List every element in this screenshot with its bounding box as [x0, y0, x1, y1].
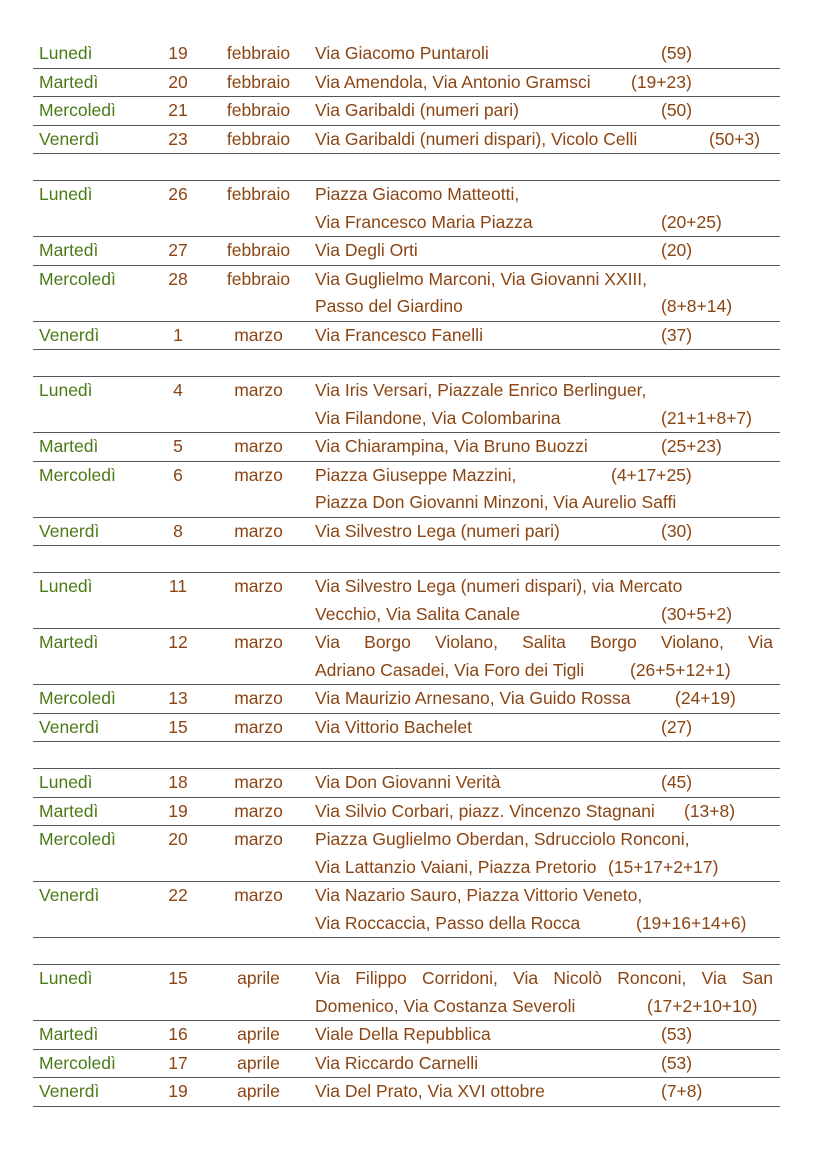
streets-cell: Via Giacomo Puntaroli	[315, 43, 489, 63]
date-number-cell: 22	[168, 885, 188, 905]
schedule-row	[33, 714, 780, 743]
schedule-row	[33, 882, 780, 938]
count-cell: (37)	[661, 324, 693, 345]
section-separator	[33, 546, 780, 573]
month-cell: marzo	[234, 632, 283, 652]
schedule-row	[33, 40, 780, 69]
date-number-cell: 19	[168, 800, 188, 821]
date-number-cell: 4	[173, 380, 183, 400]
count-cell: (45)	[661, 772, 693, 792]
streets-cell: Via Filippo Corridoni, Via Nicolò Ronconi, Via San	[315, 968, 773, 988]
date-number-cell: 23	[168, 128, 188, 149]
count-cell: (25+23)	[661, 436, 722, 456]
date-number-cell: 27	[168, 240, 188, 260]
streets-cell: Via Silvestro Lega (numeri pari)	[315, 520, 560, 541]
schedule-row	[33, 69, 780, 98]
count-cell: (21+1+8+7)	[661, 407, 752, 428]
day-cell: Martedì	[39, 800, 99, 821]
schedule-row	[33, 433, 780, 462]
streets-cell: Via Roccaccia, Passo della Rocca	[315, 912, 581, 933]
day-cell: Mercoledì	[39, 100, 116, 120]
count-cell: (7+8)	[661, 1081, 703, 1101]
streets-cell: Via Filandone, Via Colombarina	[315, 407, 561, 428]
streets-cell: Viale Della Repubblica	[315, 1024, 491, 1044]
streets-cell: Via Garibaldi (numeri pari)	[315, 100, 519, 120]
schedule-row	[33, 685, 780, 714]
date-number-cell: 20	[168, 71, 188, 92]
count-cell: (4+17+25)	[611, 464, 692, 485]
section-separator	[33, 938, 780, 965]
month-cell: febbraio	[226, 128, 291, 149]
count-cell: (20+25)	[661, 211, 722, 232]
count-cell: (15+17+2+17)	[608, 856, 719, 877]
streets-cell: Piazza Giuseppe Mazzini,	[315, 464, 517, 485]
count-cell: (24+19)	[675, 688, 736, 708]
section-separator	[33, 742, 780, 769]
day-cell: Venerdì	[39, 324, 100, 345]
date-number-cell: 13	[168, 688, 188, 708]
month-cell: marzo	[234, 436, 283, 456]
section-separator	[33, 350, 780, 377]
streets-cell: Via Silvio Corbari, piazz. Vincenzo Stagnani	[315, 800, 655, 821]
day-cell: Venerdì	[39, 885, 100, 905]
streets-cell: Via Amendola, Via Antonio Gramsci	[315, 71, 591, 92]
date-number-cell: 15	[168, 968, 188, 988]
month-cell: febbraio	[226, 268, 291, 289]
section-separator	[33, 154, 780, 181]
streets-cell: Piazza Guglielmo Oberdan, Sdrucciolo Ronconi,	[315, 829, 690, 849]
month-cell: marzo	[234, 772, 283, 792]
date-number-cell: 16	[168, 1024, 188, 1044]
count-cell: (13+8)	[684, 800, 736, 821]
month-cell: marzo	[234, 885, 283, 905]
count-cell: (50)	[661, 100, 693, 120]
schedule-row	[33, 126, 780, 155]
day-cell: Mercoledì	[39, 464, 116, 485]
day-cell: Lunedì	[39, 968, 93, 988]
count-cell: (50+3)	[709, 128, 761, 149]
streets-cell: Via Francesco Maria Piazza	[315, 211, 533, 232]
schedule-row	[33, 826, 780, 882]
date-number-cell: 28	[168, 268, 188, 289]
schedule-row	[33, 573, 780, 629]
day-cell: Martedì	[39, 436, 99, 456]
streets-cell: Via Riccardo Carnelli	[315, 1052, 479, 1073]
day-cell: Lunedì	[39, 772, 93, 792]
count-cell: (17+2+10+10)	[647, 995, 758, 1016]
month-cell: febbraio	[226, 71, 291, 92]
month-cell: febbraio	[226, 240, 291, 260]
count-cell: (19+16+14+6)	[636, 912, 747, 933]
schedule-row	[33, 518, 780, 547]
schedule-row	[33, 462, 780, 518]
schedule-row	[33, 1078, 780, 1107]
month-cell: aprile	[237, 1024, 280, 1044]
streets-cell: Via Vittorio Bachelet	[315, 716, 472, 737]
schedule-row	[33, 965, 780, 1021]
day-cell: Lunedì	[39, 576, 93, 596]
streets-cell: Via Borgo Violano, Salita Borgo Violano, Via	[315, 632, 773, 652]
schedule-row	[33, 1021, 780, 1050]
date-number-cell: 18	[168, 772, 188, 792]
count-cell: (26+5+12+1)	[630, 659, 731, 680]
day-cell: Lunedì	[39, 184, 93, 204]
month-cell: febbraio	[226, 100, 291, 120]
date-number-cell: 15	[168, 716, 188, 737]
day-cell: Lunedì	[39, 380, 93, 400]
count-cell: (53)	[661, 1052, 693, 1073]
streets-cell: Via Degli Orti	[315, 240, 418, 260]
month-cell: marzo	[234, 688, 283, 708]
count-cell: (30+5+2)	[661, 603, 733, 624]
day-cell: Mercoledì	[39, 268, 116, 289]
schedule-row	[33, 629, 780, 685]
month-cell: marzo	[234, 380, 283, 400]
streets-cell: Via Maurizio Arnesano, Via Guido Rossa	[315, 688, 631, 708]
month-cell: marzo	[234, 464, 283, 485]
streets-cell: Via Del Prato, Via XVI ottobre	[315, 1081, 545, 1101]
day-cell: Venerdì	[39, 1081, 100, 1101]
month-cell: marzo	[234, 324, 283, 345]
count-cell: (53)	[661, 1024, 693, 1044]
streets-cell: Via Garibaldi (numeri dispari), Vicolo Celli	[315, 128, 638, 149]
streets-cell: Piazza Giacomo Matteotti,	[315, 184, 520, 204]
date-number-cell: 12	[168, 632, 188, 652]
schedule-row	[33, 1050, 780, 1079]
streets-cell: Via Chiarampina, Via Bruno Buozzi	[315, 436, 588, 456]
month-cell: febbraio	[226, 184, 291, 204]
schedule-row	[33, 769, 780, 798]
day-cell: Martedì	[39, 240, 99, 260]
date-number-cell: 6	[173, 464, 183, 485]
month-cell: aprile	[237, 1052, 280, 1073]
streets-cell: Passo del Giardino	[315, 296, 463, 316]
day-cell: Lunedì	[39, 43, 93, 63]
count-cell: (20)	[661, 240, 693, 260]
date-number-cell: 20	[168, 829, 188, 849]
streets-cell: Adriano Casadei, Via Foro dei Tigli	[315, 659, 585, 680]
day-cell: Mercoledì	[39, 1052, 116, 1073]
month-cell: marzo	[234, 800, 283, 821]
day-cell: Venerdì	[39, 716, 100, 737]
streets-cell: Via Nazario Sauro, Piazza Vittorio Veneto,	[315, 885, 643, 905]
streets-cell: Via Guglielmo Marconi, Via Giovanni XXIII,	[315, 268, 648, 289]
date-number-cell: 26	[168, 184, 188, 204]
schedule-row	[33, 798, 780, 827]
day-cell: Mercoledì	[39, 829, 116, 849]
count-cell: (8+8+14)	[661, 296, 733, 316]
streets-cell: Via Don Giovanni Verità	[315, 772, 501, 792]
schedule-table	[33, 40, 780, 1107]
streets-cell: Via Iris Versari, Piazzale Enrico Berlinguer,	[315, 380, 647, 400]
month-cell: aprile	[237, 1081, 280, 1101]
count-cell: (59)	[661, 43, 693, 63]
date-number-cell: 21	[168, 100, 188, 120]
day-cell: Martedì	[39, 632, 99, 652]
streets-cell: Piazza Don Giovanni Minzoni, Via Aurelio Saffi	[315, 492, 677, 512]
count-cell: (19+23)	[631, 71, 692, 92]
day-cell: Mercoledì	[39, 688, 116, 708]
month-cell: marzo	[234, 829, 283, 849]
day-cell: Martedì	[39, 71, 99, 92]
month-cell: marzo	[234, 576, 283, 596]
streets-cell: Via Lattanzio Vaiani, Piazza Pretorio	[315, 856, 597, 877]
date-number-cell: 19	[168, 1081, 188, 1101]
date-number-cell: 11	[168, 576, 188, 596]
date-number-cell: 5	[173, 436, 183, 456]
date-number-cell: 17	[168, 1052, 188, 1073]
count-cell: (30)	[661, 520, 693, 541]
date-number-cell: 19	[168, 43, 188, 63]
schedule-row	[33, 181, 780, 237]
schedule-row	[33, 266, 780, 322]
month-cell: febbraio	[226, 43, 291, 63]
streets-cell: Via Francesco Fanelli	[315, 324, 483, 345]
month-cell: marzo	[234, 520, 283, 541]
streets-cell: Vecchio, Via Salita Canale	[315, 603, 520, 624]
day-cell: Venerdì	[39, 128, 100, 149]
count-cell: (27)	[661, 716, 693, 737]
schedule-row	[33, 237, 780, 266]
month-cell: marzo	[234, 716, 283, 737]
day-cell: Martedì	[39, 1024, 99, 1044]
date-number-cell: 1	[173, 324, 183, 345]
streets-cell: Via Silvestro Lega (numeri dispari), via Mercato	[315, 576, 683, 596]
date-number-cell: 8	[173, 520, 183, 541]
streets-cell: Domenico, Via Costanza Severoli	[315, 995, 576, 1016]
schedule-row	[33, 322, 780, 351]
schedule-row	[33, 97, 780, 126]
month-cell: aprile	[237, 968, 280, 988]
schedule-row	[33, 377, 780, 433]
day-cell: Venerdì	[39, 520, 100, 541]
